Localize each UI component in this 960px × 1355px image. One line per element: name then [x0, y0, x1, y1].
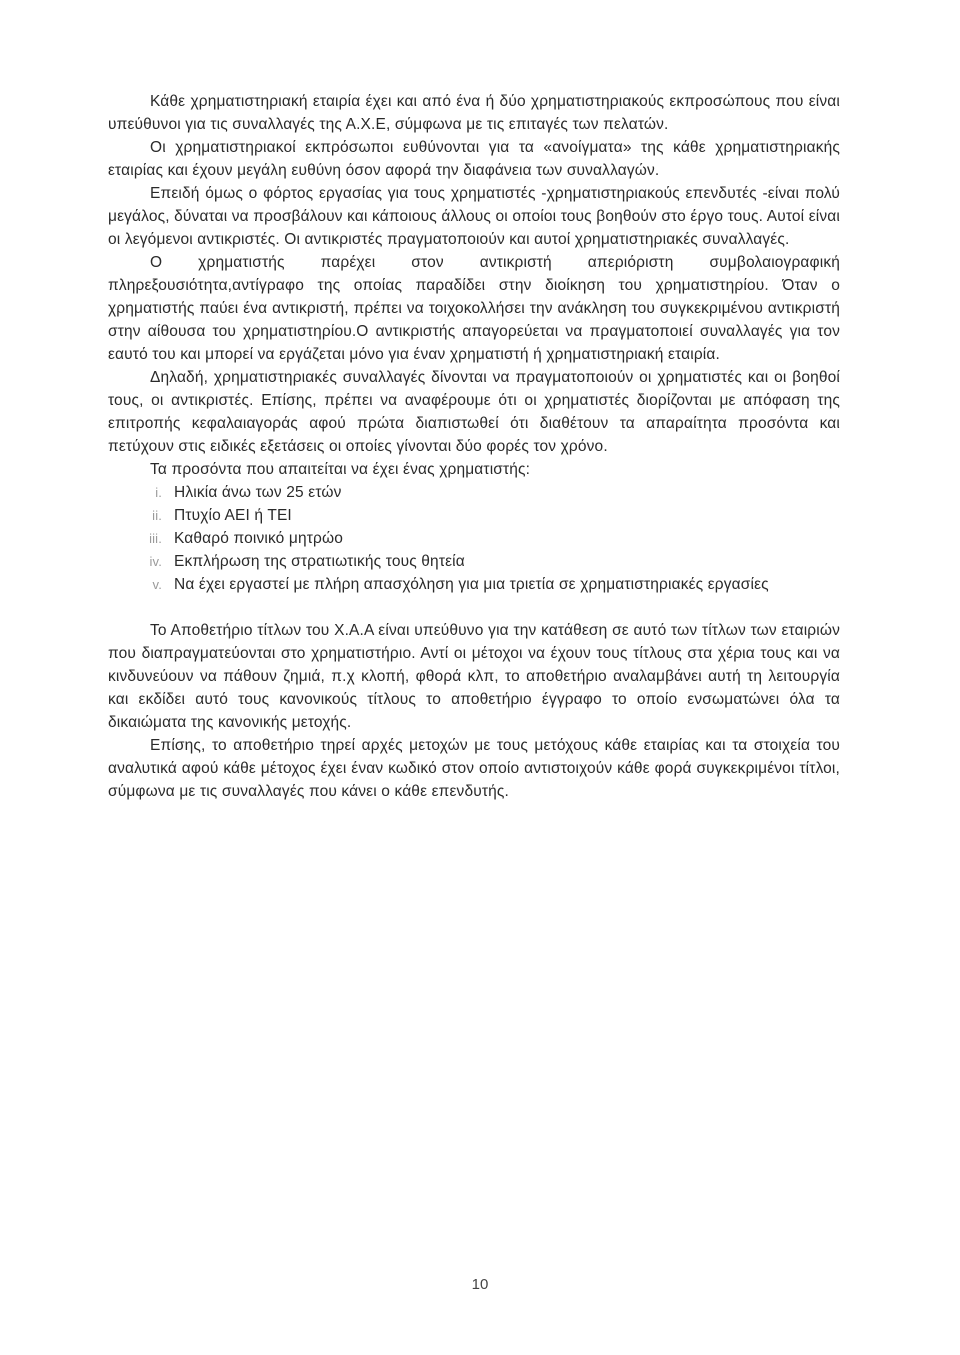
list-item-number: iii. — [149, 531, 162, 546]
paragraph-brokerage-representatives: Κάθε χρηματιστηριακή εταιρία έχει και από ένα ή δύο χρηματιστηριακούς εκπροσώπους που είναι υπεύθυνοι για τις συναλλαγές της Α.Χ.Ε, σύμφωνα με τις επιταγές των πελατών. — [108, 93, 840, 133]
list-item-number: i. — [155, 485, 162, 500]
list-item-text: Ηλικία άνω των 25 ετών — [174, 484, 342, 501]
list-item-number: iv. — [149, 554, 162, 569]
list-item-text: Πτυχίο ΑΕΙ ή ΤΕΙ — [174, 507, 292, 524]
paragraph-depository-records: Επίσης, το αποθετήριο τηρεί αρχές μετοχών με τους μετόχους κάθε εταιρίας και τα στοιχεία του αναλυτικά αφού κάθε μέτοχος έχει έναν κωδικό στον οποίο αντιστοιχούν κάθε φορά συγκεκριμένοι τίτλοι, σύμφωνα με τις συναλλαγές που κάνει ο κάθε επενδυτής. — [108, 737, 840, 800]
paragraph-power-of-attorney: Ο χρηματιστής παρέχει στον αντικριστή απεριόριστη συμβολαιογραφική πληρεξουσιότητα,αντίγραφο της οποίας παραδίδει στην διοίκηση του χρηματιστηρίου. Όταν ο χρηματιστής παύει ένα αντικριστή, πρέπει να τοιχοκολλήσει την ανάκληση του συγκεκριμένου αντικριστή στην αίθουσα του χρηματιστηρίου.Ο αντικριστής απαγορεύεται να πραγματοποιεί συναλλαγές για τον εαυτό του και μπορεί να εργάζεται μόνο για έναν χρηματιστή ή χρηματιστηριακή εταιρία. — [108, 254, 840, 363]
page-number: 10 — [471, 1276, 489, 1293]
requirements-intro: Τα προσόντα που απαιτείται να έχει ένας χρηματιστής: — [150, 461, 531, 478]
list-item — [108, 550, 840, 573]
list-item — [108, 481, 840, 504]
list-item-number: ii. — [152, 508, 162, 523]
list-item-text: Καθαρό ποινικό μητρώο — [174, 530, 344, 547]
list-item-number: v. — [152, 577, 162, 592]
list-item-text: Να έχει εργαστεί με πλήρη απασχόληση για μια τριετία σε χρηματιστηριακές εργασίες — [174, 576, 769, 593]
list-item — [108, 573, 840, 596]
paragraph-depository-role: Το Αποθετήριο τίτλων του Χ.Α.Α είναι υπεύθυνο για την κατάθεση σε αυτό των τίτλων των εταιριών που διαπραγματεύονται στο χρηματιστήριο. Αντί οι μέτοχοι να έχουν τους τίτλους στα χέρια τους και να κινδυνεύουν να πάθουν ζημιά, π.χ κλοπή, φθορά κλπ, το αποθετήριο αναλαμβάνει αυτή τη λειτουργία και εκδίδει αυτό τους κανονικούς τίτλους το αποθετήριο έγγραφο το οποίο ενσωματώνει όλα τα δικαιώματα της κανονικής μετοχής. — [108, 622, 840, 731]
list-item — [108, 504, 840, 527]
document-page — [108, 90, 840, 803]
paragraph-representatives-responsibility: Οι χρηματιστηριακοί εκπρόσωποι ευθύνονται για τα «ανοίγματα» της κάθε χρηματιστηριακής εταιρίας και έχουν μεγάλη ευθύνη όσον αφορά την διαφάνεια των συναλλαγών. — [108, 139, 840, 179]
list-item — [108, 527, 840, 550]
paragraph-workload-assistants: Επειδή όμως ο φόρτος εργασίας για τους χρηματιστές -χρηματιστηριακούς επενδυτές -είναι πολύ μεγάλος, δύναται να προσβάλουν και κάποιους άλλους οι οποίοι τους βοηθούν στο έργο τους. Αυτοί είναι οι λεγόμενοι αντικριστές. Οι αντικριστές πραγματοποιούν και αυτοί χρηματιστηριακές συναλλαγές. — [108, 185, 840, 248]
list-item-text: Εκπλήρωση της στρατιωτικής τους θητεία — [174, 553, 465, 570]
requirements-list — [108, 481, 840, 596]
paragraph-brokers-appointment: Δηλαδή, χρηματιστηριακές συναλλαγές δίνονται να πραγματοποιούν οι χρηματιστές και οι βοηθοί τους, οι αντικριστές. Επίσης, πρέπει να αναφέρουμε ότι οι χρηματιστές διορίζονται με απόφαση της επιτροπής κεφαλαιαγοράς αφού πρώτα διαπιστωθεί ότι διαθέτουν τα απαραίτητα προσόντα και πετύχουν στις ειδικές εξετάσεις οι οποίες γίνονται δύο φορές τον χρόνο. — [108, 369, 840, 455]
